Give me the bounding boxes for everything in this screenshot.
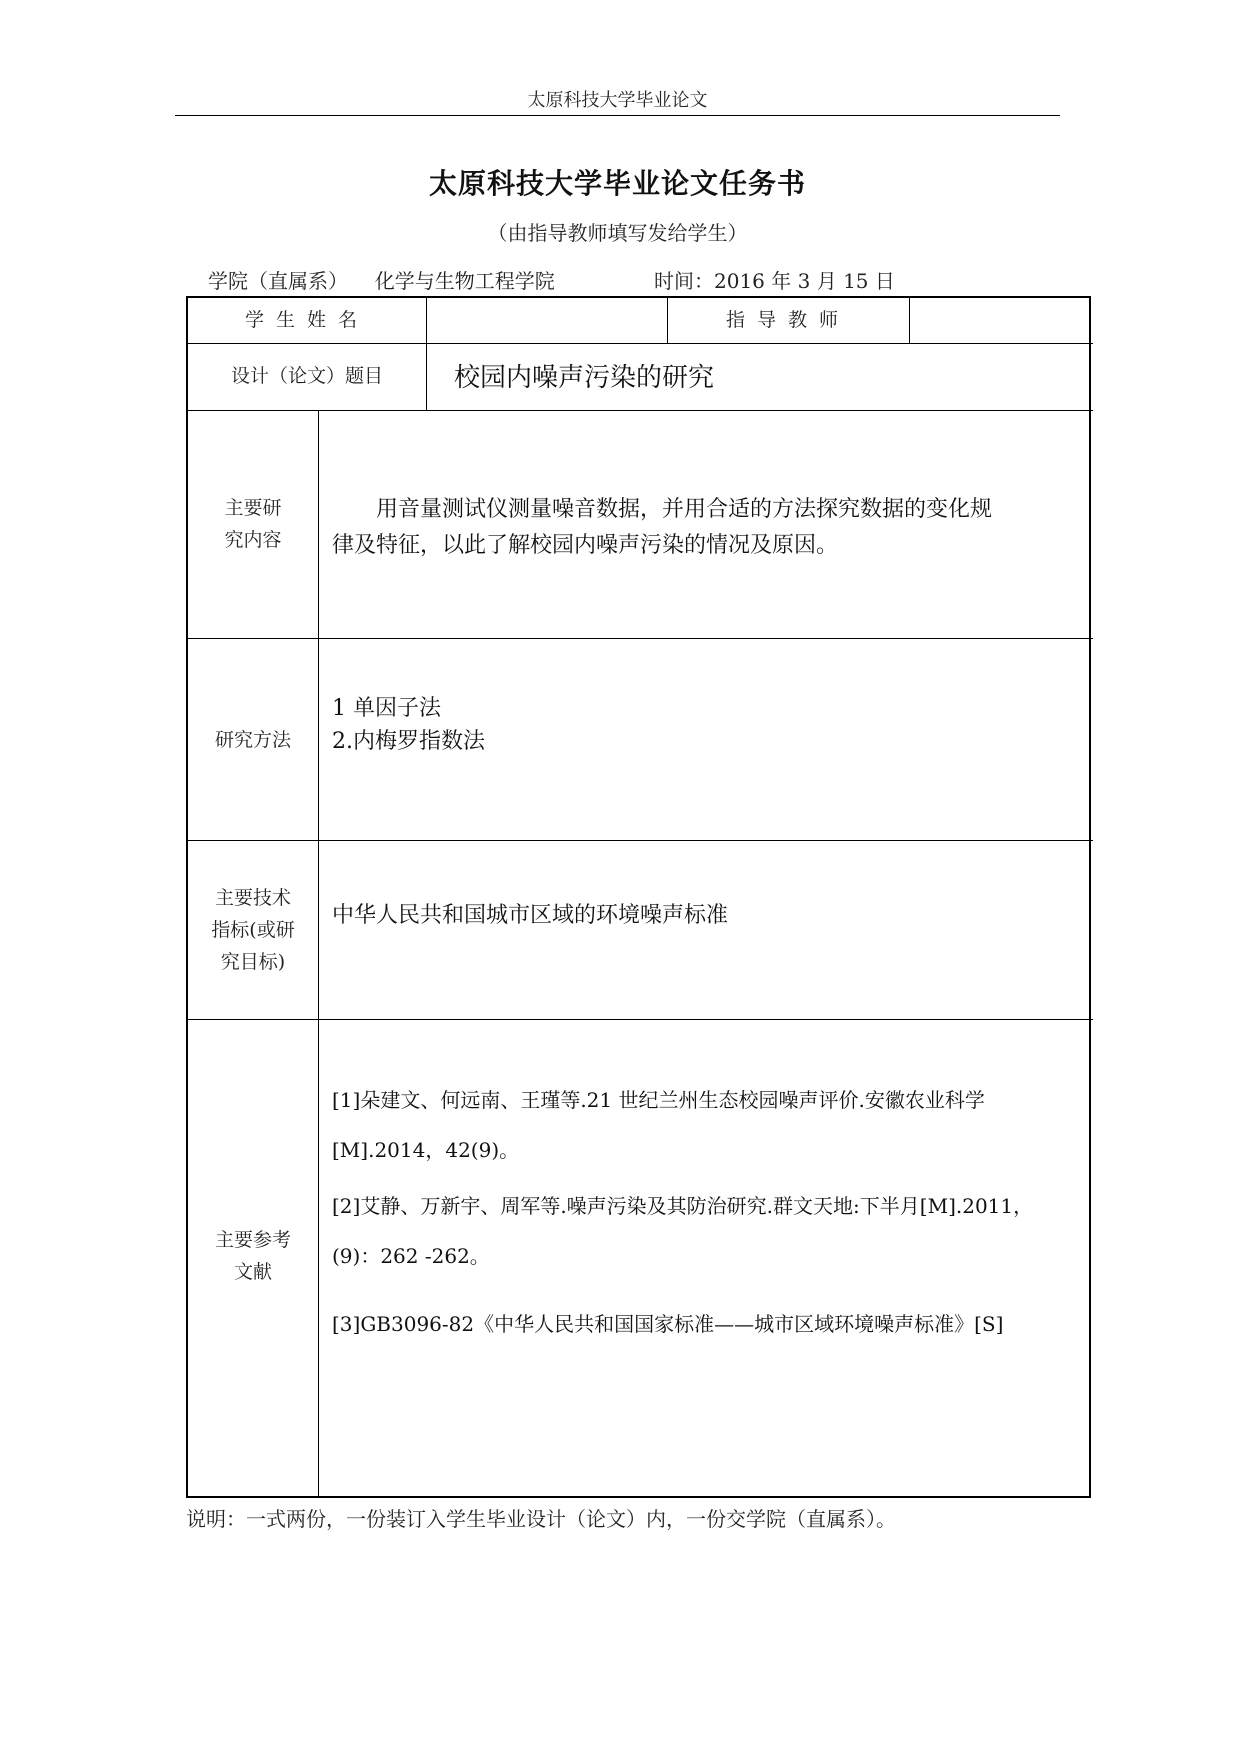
college-label: 学院（直属系） <box>208 269 348 293</box>
college-value: 化学与生物工程学院 <box>374 269 555 293</box>
date-line <box>654 265 895 294</box>
topic-value: 校园内噪声污染的研究 <box>454 363 715 393</box>
date-month: 3 <box>797 269 811 293</box>
content-text <box>332 492 1084 564</box>
col-divider <box>909 298 910 343</box>
row-divider <box>188 410 1093 411</box>
student-name-label: 学生姓名 <box>244 309 369 331</box>
content-text-line: 律及特征，以此了解校园内噪声污染的情况及原因。 <box>332 533 839 558</box>
refs-label-line: 主要参考 <box>214 1229 291 1251</box>
date-day-unit: 日 <box>874 269 895 293</box>
row-divider <box>188 638 1093 639</box>
date-day: 15 <box>843 269 869 293</box>
reference-line: [2]艾静、万新宇、周军等.噪声污染及其防治研究.群文天地:下半月[M].2011， <box>332 1194 1034 1218</box>
method-list <box>332 692 485 758</box>
topic-label: 设计（论文）题目 <box>230 365 383 387</box>
method-item: 2.内梅罗指数法 <box>332 729 485 754</box>
advisor-label: 指导教师 <box>725 309 850 331</box>
indicator-text: 中华人民共和国城市区域的环境噪声标准 <box>332 903 729 928</box>
reference-line: (9)：262 -262。 <box>332 1244 490 1268</box>
method-item: 1 单因子法 <box>332 696 441 721</box>
row-divider <box>188 343 1093 344</box>
content-text-line: 用音量测试仪测量噪音数据，并用合适的方法探究数据的变化规 <box>332 497 993 522</box>
col-divider <box>426 298 427 410</box>
date-label: 时间： <box>654 269 714 293</box>
indicator-label-line: 究目标) <box>220 951 286 973</box>
indicator-label-line: 指标(或研 <box>211 919 295 941</box>
running-header: 太原科技大学毕业论文 <box>527 90 708 111</box>
document-title: 太原科技大学毕业论文任务书 <box>428 167 806 200</box>
header-rule <box>175 115 1060 116</box>
method-label: 研究方法 <box>214 729 291 751</box>
reference-line: [M].2014，42(9)。 <box>332 1138 520 1162</box>
content-label-line: 究内容 <box>224 529 282 551</box>
date-year: 2016 <box>714 269 765 293</box>
reference-line: [3]GB3096-82《中华人民共和国国家标准——城市区域环境噪声标准》[S] <box>332 1312 1004 1336</box>
indicator-label-line: 主要技术 <box>214 887 291 909</box>
content-label-line: 主要研 <box>224 497 282 519</box>
refs-label-line: 文献 <box>233 1261 272 1283</box>
reference-line: [1]朵建文、何远南、王瑾等.21 世纪兰州生态校园噪声评价.安徽农业科学 <box>332 1088 985 1112</box>
document-subtitle: （由指导教师填写发给学生） <box>487 221 748 245</box>
date-month-unit: 月 <box>816 269 837 293</box>
content-label <box>188 492 318 556</box>
row-divider <box>188 1019 1093 1020</box>
refs-label <box>188 1224 318 1288</box>
indicator-label <box>188 882 318 978</box>
task-table <box>186 296 1091 1498</box>
col-divider <box>318 410 319 1498</box>
college-line <box>208 265 555 294</box>
date-year-unit: 年 <box>771 269 792 293</box>
row-divider <box>188 840 1093 841</box>
footnote: 说明：一式两份，一份装订入学生毕业设计（论文）内，一份交学院（直属系）。 <box>186 1507 896 1531</box>
